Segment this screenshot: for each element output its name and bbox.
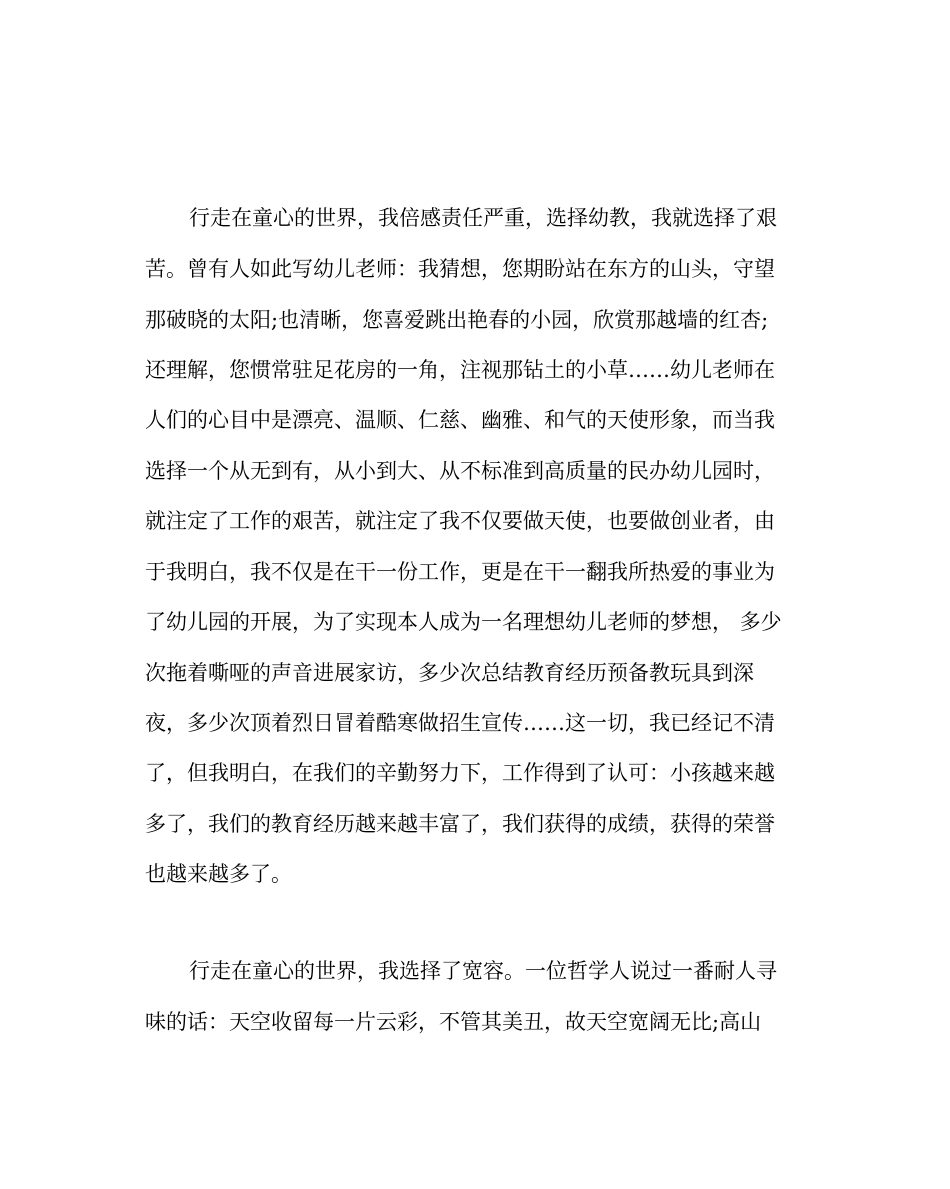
paragraph-line: 那破晓的太阳;也清晰，您喜爱跳出艳春的小园，欣赏那越墙的红杏;: [145, 308, 769, 332]
paragraph-line: 行走在童心的世界，我选择了宽容。一位哲学人说过一番耐人寻: [189, 959, 777, 983]
paragraph-line: 了，但我明白，在我们的辛勤努力下，工作得到了认可：小孩越来越: [145, 761, 775, 785]
paragraph-line: 苦。曾有人如此写幼儿老师：我猜想，您期盼站在东方的山头，守望: [145, 257, 775, 281]
paragraph-line: 次拖着嘶哑的声音进展家访，多少次总结教育经历预备教玩具到深: [145, 661, 754, 685]
paragraph-line: 多了，我们的教育经历越来越丰富了，我们获得的成绩，获得的荣誉: [145, 812, 775, 836]
paragraph-line: 味的话：天空收留每一片云彩，不管其美丑，故天空宽阔无比;高山: [145, 1010, 762, 1034]
paragraph-line: 于我明白，我不仅是在干一份工作，更是在干一翻我所热爱的事业为: [145, 560, 775, 584]
paragraph-line: 也越来越多了。: [145, 862, 292, 886]
paragraph-line: 了幼儿园的开展，为了实现本人成为一名理想幼儿老师的梦想， 多少: [145, 610, 782, 634]
paragraph-line: 夜，多少次顶着烈日冒着酷寒做招生宣传……这一切，我已经记不清: [145, 711, 775, 735]
paragraph-line: 还理解，您惯常驻足花房的一角，注视那钻土的小草……幼儿老师在: [145, 358, 775, 382]
paragraph-line: 就注定了工作的艰苦，就注定了我不仅要做天使，也要做创业者，由: [145, 509, 775, 533]
paragraph-line: 选择一个从无到有，从小到大、从不标准到高质量的民办幼儿园时，: [145, 459, 775, 483]
paragraph-line: 行走在童心的世界，我倍感责任严重，选择幼教，我就选择了艰: [189, 206, 777, 230]
paragraph-line: 人们的心目中是漂亮、温顺、仁慈、幽雅、和气的天使形象，而当我: [145, 408, 775, 432]
